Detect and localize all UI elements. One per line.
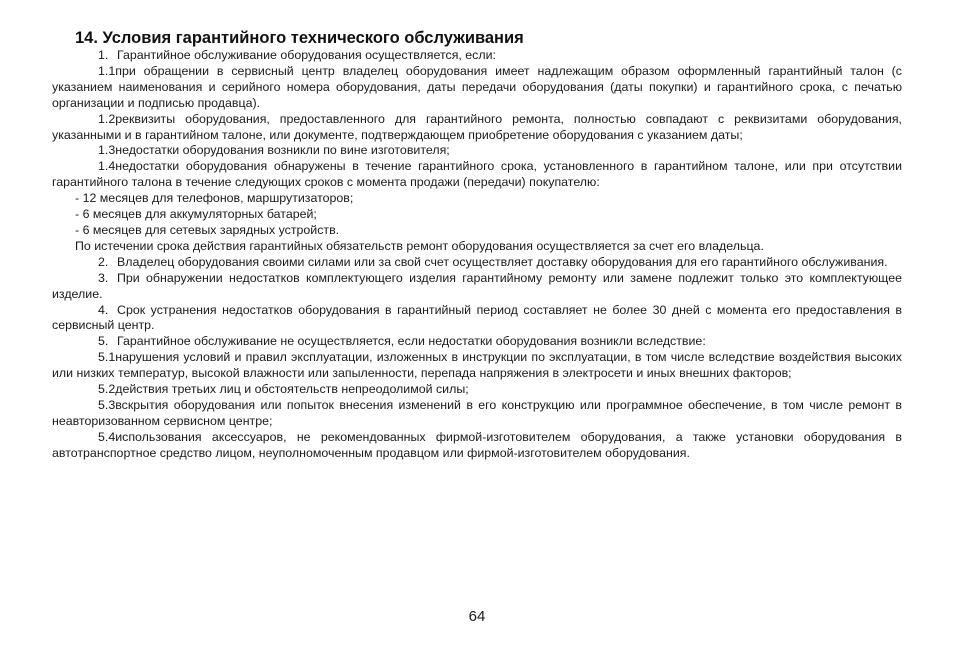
clause-text: Гарантийное обслуживание оборудования осуществляется, если:: [117, 48, 496, 62]
clause-text: действия третьих лиц и обстоятельств непреодолимой силы;: [115, 382, 469, 397]
clause-number: 1.: [98, 48, 109, 62]
section-title: 14. Условия гарантийного технического обслуживания: [75, 29, 524, 47]
clause-2: [52, 255, 902, 271]
bullet-phones: - 12 месяцев для телефонов, маршрутизаторов;: [75, 191, 354, 206]
clause-1-2: [52, 112, 902, 144]
clause-text: недостатки оборудования обнаружены в течение гарантийного срока, установленного в гарантийном талоне, или при отсутствии гарантийного талона в течение следующих сроков с момента продажи (передачи) покупателю:: [52, 159, 902, 190]
clause-5-4: [52, 430, 902, 462]
bullet-chargers: - 6 месяцев для сетевых зарядных устройств.: [75, 222, 340, 237]
clause-4: [52, 303, 902, 335]
clause-number: 5.2: [98, 382, 116, 397]
clause-number: 1.3: [98, 143, 116, 158]
clause-1-4: [52, 159, 902, 191]
clause-number: 4.: [98, 302, 109, 317]
clause-number: 5.1: [98, 350, 116, 365]
clause-1-1: [52, 64, 902, 112]
clause-text: недостатки оборудования возникли по вине изготовителя;: [115, 143, 450, 158]
clause-5-3: [52, 398, 902, 430]
clause-5: [52, 334, 902, 350]
clause-text: Владелец оборудования своими силами или за свой счет осуществляет доставку оборудования для его гарантийного обслуживания.: [117, 254, 888, 269]
clause-number: 5.: [98, 334, 109, 349]
clause-1: [52, 48, 902, 64]
clause-number: 2.: [98, 254, 109, 269]
clause-5-2: [52, 382, 902, 398]
clause-1-3: [52, 143, 902, 159]
clause-text: при обращении в сервисный центр владелец оборудования имеет надлежащим образом оформленный гарантийный талон (с указанием наименования и серийного номера оборудования, даты передачи оборудования (даты покупки) и гарантийного срока, с печатью организации и подписью продавца).: [52, 63, 902, 110]
clause-5-1: [52, 350, 902, 382]
clause-number: 1.4: [98, 159, 116, 174]
clause-text: При обнаружении недостатков комплектующего изделия гарантийному ремонту или замене подлежит только это комплектующее изделие.: [52, 270, 902, 301]
bullet-batteries: - 6 месяцев для аккумуляторных батарей;: [75, 207, 317, 222]
clause-number: 5.4: [98, 429, 116, 444]
clause-number: 5.3: [98, 397, 116, 412]
clause-text: использования аксессуаров, не рекомендованных фирмой-изготовителем оборудования, а также установки оборудования в автотранспортное средство лицом, неуполномоченным продавцом или фирмой-изготовителем оборудования.: [52, 429, 902, 460]
clause-3: [52, 271, 902, 303]
clause-text: Гарантийное обслуживание не осуществляется, если недостатки оборудования возникли вследствие:: [117, 334, 706, 349]
clause-number: 1.2: [98, 111, 116, 126]
clause-text: вскрытия оборудования или попыток внесения изменений в его конструкцию или программное обеспечение, в том числе ремонт в неавторизованном сервисном центре;: [52, 397, 902, 428]
clause-number: 1.1: [98, 63, 116, 78]
document-page: [52, 28, 902, 462]
clause-text: нарушения условий и правил эксплуатации, изложенных в инструкции по эксплуатации, в том числе вследствие воздействия высоких или низких температур, высокой влажности или запыленности, перепада напряжения в электросети и иных внешних факторов;: [52, 350, 902, 381]
warranty-expiry-note: По истечении срока действия гарантийных обязательств ремонт оборудования осуществляется за счет его владельца.: [75, 238, 764, 253]
clause-number: 3.: [98, 270, 109, 285]
page-number: 64: [468, 608, 486, 625]
clause-text: реквизиты оборудования, предоставленного для гарантийного ремонта, полностью совпадают с реквизитами оборудования, указанными и в гарантийном талоне, или документе, подтверждающем приобретение оборудования с указанием даты;: [52, 111, 902, 142]
clause-text: Срок устранения недостатков оборудования в гарантийный период составляет не более 30 дней с момента его предоставления в сервисный центр.: [52, 302, 902, 333]
